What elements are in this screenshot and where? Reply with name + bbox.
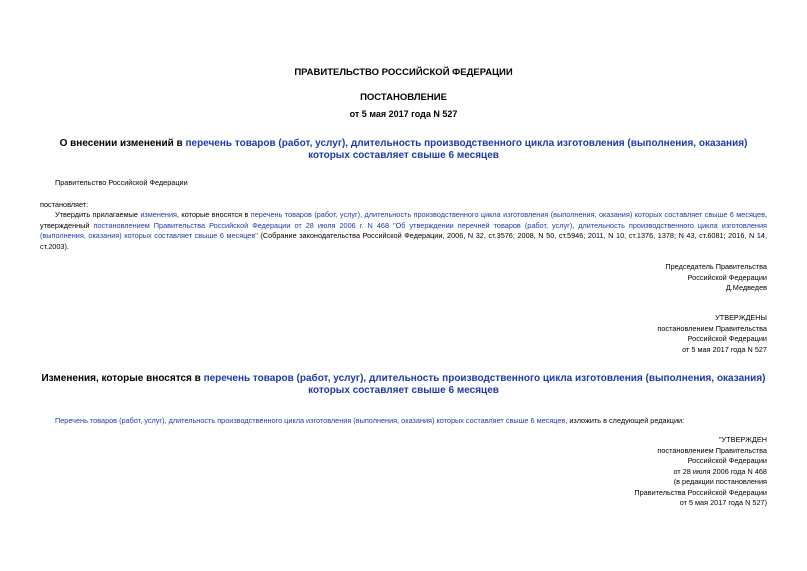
- decree-date: от 5 мая 2017 года N 527: [349, 109, 458, 119]
- approved2-line-6: Правительства Российской Федерации: [634, 487, 767, 497]
- approved2-line-3: Российской Федерации: [687, 456, 767, 465]
- approved2-line-1: "УТВЕРЖДЕН: [718, 435, 767, 444]
- list-text: , изложить в следующей редакции:: [565, 416, 685, 425]
- document-title: [40, 138, 767, 162]
- decree-heading: ПОСТАНОВЛЕНИЕ: [360, 92, 447, 103]
- changes-title-link[interactable]: перечень товаров (работ, услуг), длительность производственного цикла изготовления (выполнения, оказания) которых составляет свыше 6 месяцев: [203, 373, 766, 396]
- signature-org: Российской Федерации: [687, 272, 767, 282]
- government-line: Правительство Российской Федерации: [55, 178, 188, 187]
- approved2-line-7: от 5 мая 2017 года N 527): [679, 498, 767, 507]
- p1-text-1: Утвердить прилагаемые: [55, 210, 141, 219]
- p1-text-3: , утвержденный: [40, 210, 767, 230]
- signature-name: Д.Медведев: [725, 283, 767, 292]
- approved-line-2: постановлением Правительства: [657, 323, 767, 333]
- approved2-line-5: (в редакции постановления: [673, 477, 767, 486]
- approved-line-4: от 5 мая 2017 года N 527: [682, 344, 767, 354]
- changes-link[interactable]: изменения: [140, 210, 177, 219]
- p1-text-4: (Собрание законодательства Российской Федерации, 2006, N 32, ст.3576; 2008, N 50, ст.5946; 2011, N 10, ст.1376, 1378; N 43, ст.6081; 2016, N 14, ст.2003).: [40, 231, 767, 251]
- signature-block: [665, 262, 767, 294]
- signature-position: Председатель Правительства: [665, 262, 767, 271]
- changes-paragraph: [55, 416, 767, 427]
- main-paragraph: [40, 210, 767, 252]
- list-link[interactable]: перечень товаров (работ, услуг), длительность производственного цикла изготовления (выполнения, оказания) которых составляет свыше 6 месяцев: [250, 210, 765, 219]
- approved2-line-4: от 28 июля 2006 года N 468: [673, 466, 767, 476]
- approved-block-2: [634, 435, 767, 509]
- government-heading: ПРАВИТЕЛЬСТВО РОССИЙСКОЙ ФЕДЕРАЦИИ: [294, 67, 513, 78]
- p1-text-2: , которые вносятся в: [177, 210, 251, 219]
- approved-line-3: Российской Федерации: [687, 334, 767, 343]
- changes-title: [40, 373, 767, 397]
- approved2-line-2: постановлением Правительства: [657, 445, 767, 455]
- changes-title-prefix: Изменения, которые вносятся в: [41, 373, 204, 384]
- decree-468-link[interactable]: постановлением Правительства Российской Федерации от 28 июля 2006 г. N 468 "Об утверждении перечней товаров (работ, услуг), длительность производственного цикла изготовления (выполнения, оказания) которых составляет свыше 6 месяцев": [40, 220, 767, 240]
- title-prefix: О внесении изменений в: [59, 138, 186, 149]
- list-title-link[interactable]: Перечень товаров (работ, услуг), длительность производственного цикла изготовления (выполнения, оказания) которых составляет свыше 6 месяцев: [55, 416, 566, 425]
- resolves-line: постановляет:: [40, 200, 89, 209]
- approved-block: [657, 313, 767, 355]
- approved-title: УТВЕРЖДЕНЫ: [715, 313, 767, 322]
- title-link[interactable]: перечень товаров (работ, услуг), длительность производственного цикла изготовления (выполнения, оказания) которых составляет свыше 6 месяцев: [185, 138, 748, 161]
